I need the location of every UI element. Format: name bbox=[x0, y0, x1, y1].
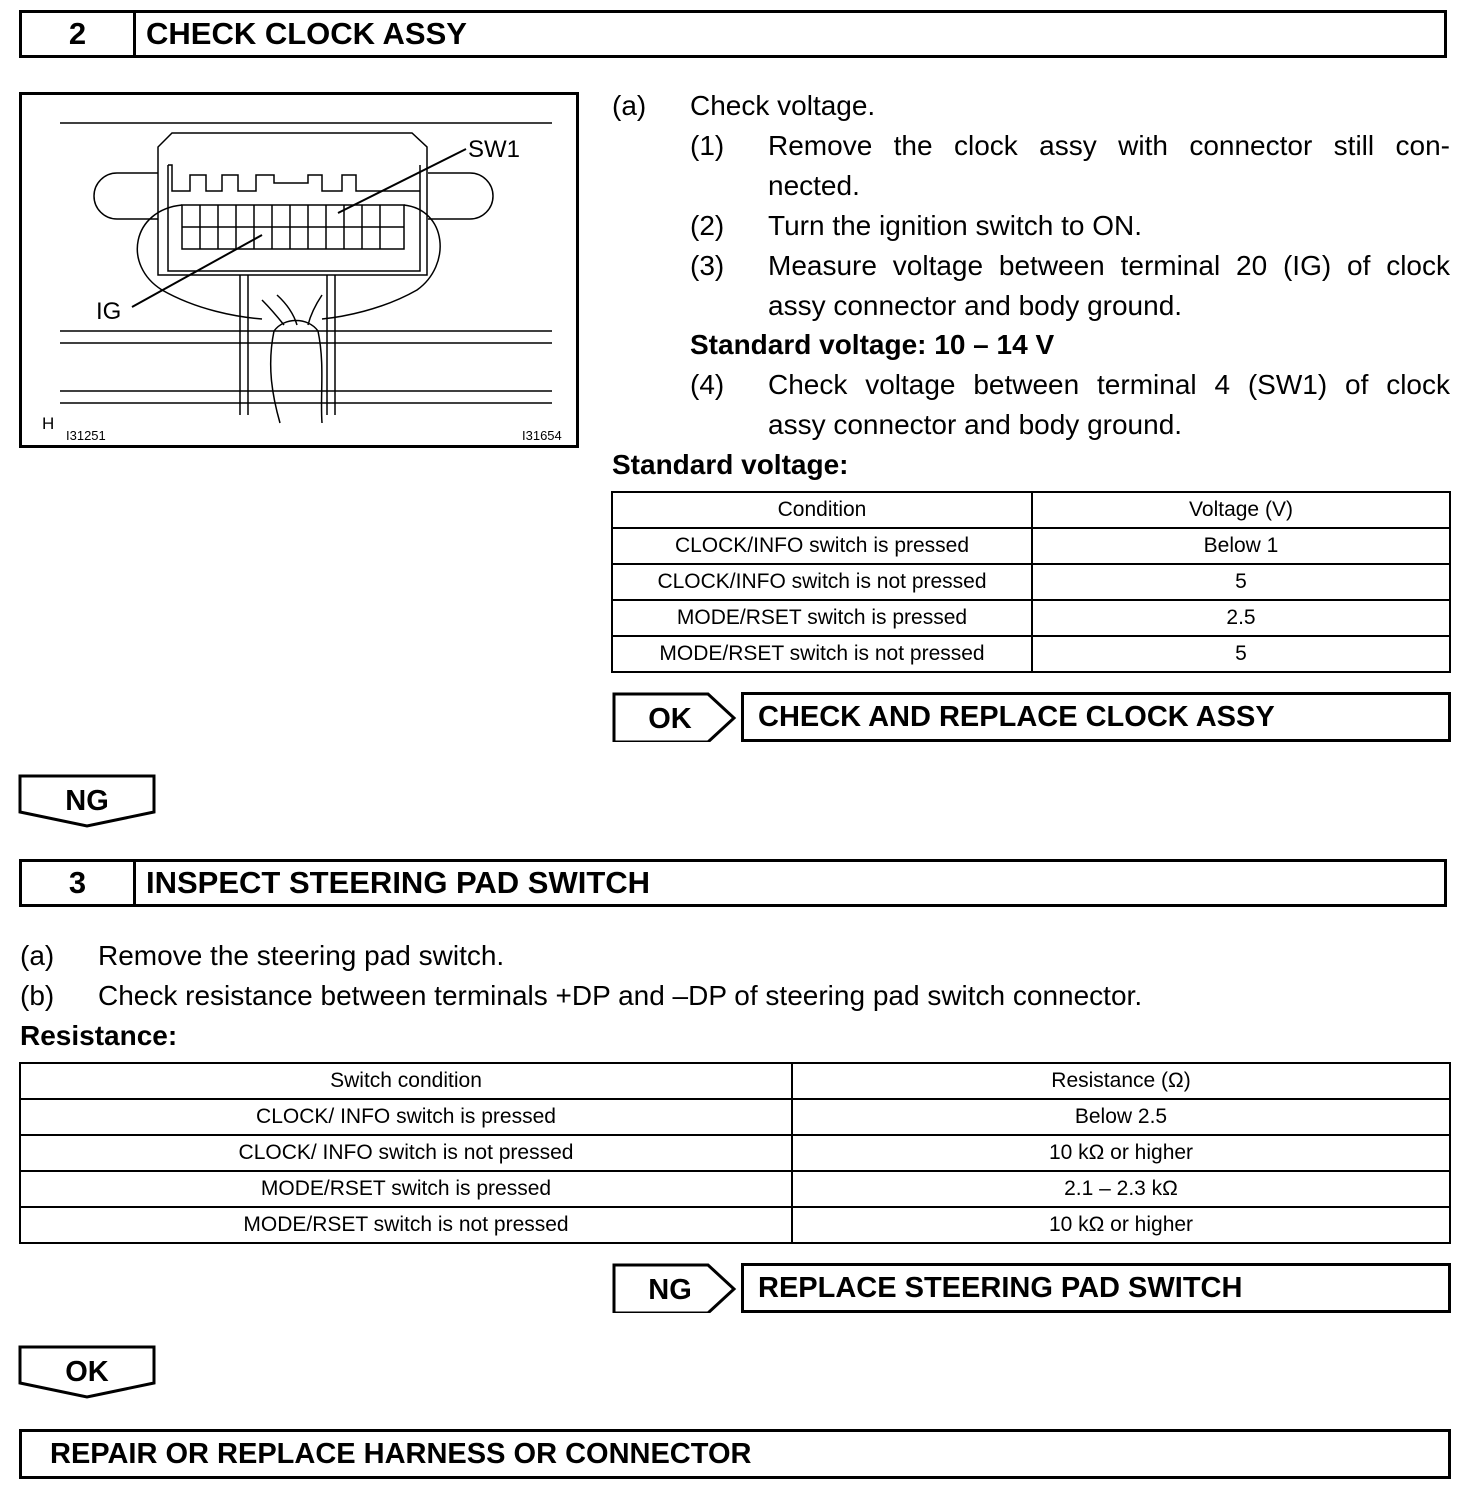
ok-result-box: CHECK AND REPLACE CLOCK ASSY bbox=[741, 692, 1451, 742]
resistance-label: Resistance: bbox=[20, 1020, 178, 1051]
table-row bbox=[612, 600, 1450, 636]
ng-tag-label: NG bbox=[65, 785, 109, 817]
connector-illustration bbox=[22, 95, 578, 447]
instruction-4-line2: assy connector and body ground. bbox=[768, 409, 1183, 440]
marker-4: (4) bbox=[690, 369, 725, 400]
table-header-cell: Voltage (V) bbox=[1032, 492, 1450, 528]
instruction-b: Check resistance between terminals +DP and –DP of steering pad switch connector. bbox=[98, 980, 1143, 1011]
table-cell: 5 bbox=[1032, 564, 1450, 600]
marker-3: (3) bbox=[690, 250, 725, 281]
table-cell: CLOCK/INFO switch is not pressed bbox=[612, 564, 1032, 600]
ok-tag-label: OK bbox=[648, 703, 692, 735]
table-cell: CLOCK/ INFO switch is not pressed bbox=[20, 1135, 792, 1171]
step-title: CHECK CLOCK ASSY bbox=[146, 16, 467, 51]
instruction-a: Remove the steering pad switch. bbox=[98, 940, 505, 971]
instruction-a: Check voltage. bbox=[690, 90, 876, 121]
table-cell: MODE/RSET switch is pressed bbox=[612, 600, 1032, 636]
instruction-1-line1: Remove the clock assy with connector still con- bbox=[768, 130, 1450, 161]
table-header-row bbox=[20, 1063, 1450, 1099]
table-header-cell: Switch condition bbox=[20, 1063, 792, 1099]
step-title: INSPECT STEERING PAD SWITCH bbox=[146, 865, 651, 900]
ng-result-box: REPLACE STEERING PAD SWITCH bbox=[741, 1263, 1451, 1313]
table-row bbox=[20, 1207, 1450, 1243]
marker-a: (a) bbox=[20, 940, 55, 971]
table-header-row bbox=[612, 492, 1450, 528]
connector-diagram bbox=[19, 92, 579, 448]
table-cell: CLOCK/ INFO switch is pressed bbox=[20, 1099, 792, 1135]
ok-arrow-tag bbox=[612, 692, 738, 742]
ok-tag-label: OK bbox=[65, 1356, 109, 1388]
sw1-label: SW1 bbox=[468, 136, 521, 163]
table-row bbox=[20, 1135, 1450, 1171]
instruction-2: Turn the ignition switch to ON. bbox=[768, 210, 1143, 241]
table-header-cell: Condition bbox=[612, 492, 1032, 528]
table-cell: CLOCK/INFO switch is pressed bbox=[612, 528, 1032, 564]
table-row bbox=[20, 1099, 1450, 1135]
table-cell: MODE/RSET switch is not pressed bbox=[612, 636, 1032, 672]
step-number: 3 bbox=[22, 862, 136, 904]
figure-code-left: I31251 bbox=[66, 428, 106, 443]
table-cell: Below 2.5 bbox=[792, 1099, 1450, 1135]
figure-code-right: I31654 bbox=[522, 428, 562, 443]
table-row bbox=[612, 636, 1450, 672]
standard-voltage-ig: Standard voltage: 10 – 14 V bbox=[690, 329, 1055, 360]
marker-1: (1) bbox=[690, 130, 725, 161]
table-row bbox=[612, 528, 1450, 564]
corner-h-label: H bbox=[42, 414, 55, 433]
voltage-table bbox=[611, 491, 1451, 673]
step-number: 2 bbox=[22, 13, 136, 55]
step-3-header bbox=[19, 859, 1447, 907]
marker-b: (b) bbox=[20, 980, 55, 1011]
ok-down-tag bbox=[18, 1345, 156, 1399]
table-cell: 2.1 – 2.3 kΩ bbox=[792, 1171, 1450, 1207]
instruction-3-line2: assy connector and body ground. bbox=[768, 290, 1183, 321]
table-cell: Below 1 bbox=[1032, 528, 1450, 564]
instruction-3-line1: Measure voltage between terminal 20 (IG) of clock bbox=[768, 250, 1450, 281]
step-2-header bbox=[19, 10, 1447, 58]
table-cell: MODE/RSET switch is not pressed bbox=[20, 1207, 792, 1243]
table-cell: 10 kΩ or higher bbox=[792, 1135, 1450, 1171]
instruction-4-line1: Check voltage between terminal 4 (SW1) of clock bbox=[768, 369, 1450, 400]
ig-label: IG bbox=[96, 298, 122, 325]
ng-down-tag bbox=[18, 774, 156, 828]
ng-tag-label: NG bbox=[648, 1274, 692, 1306]
table-cell: 2.5 bbox=[1032, 600, 1450, 636]
table-row bbox=[612, 564, 1450, 600]
table-cell: 10 kΩ or higher bbox=[792, 1207, 1450, 1243]
marker-a: (a) bbox=[612, 90, 647, 121]
ng-arrow-tag bbox=[612, 1263, 738, 1313]
marker-2: (2) bbox=[690, 210, 725, 241]
table-cell: 5 bbox=[1032, 636, 1450, 672]
instruction-1-line2: nected. bbox=[768, 170, 860, 201]
resistance-table bbox=[19, 1062, 1451, 1244]
table-row bbox=[20, 1171, 1450, 1207]
standard-voltage-label: Standard voltage: bbox=[612, 449, 849, 480]
table-header-cell: Resistance (Ω) bbox=[792, 1063, 1450, 1099]
final-result-box: REPAIR OR REPLACE HARNESS OR CONNECTOR bbox=[19, 1429, 1451, 1479]
table-cell: MODE/RSET switch is pressed bbox=[20, 1171, 792, 1207]
